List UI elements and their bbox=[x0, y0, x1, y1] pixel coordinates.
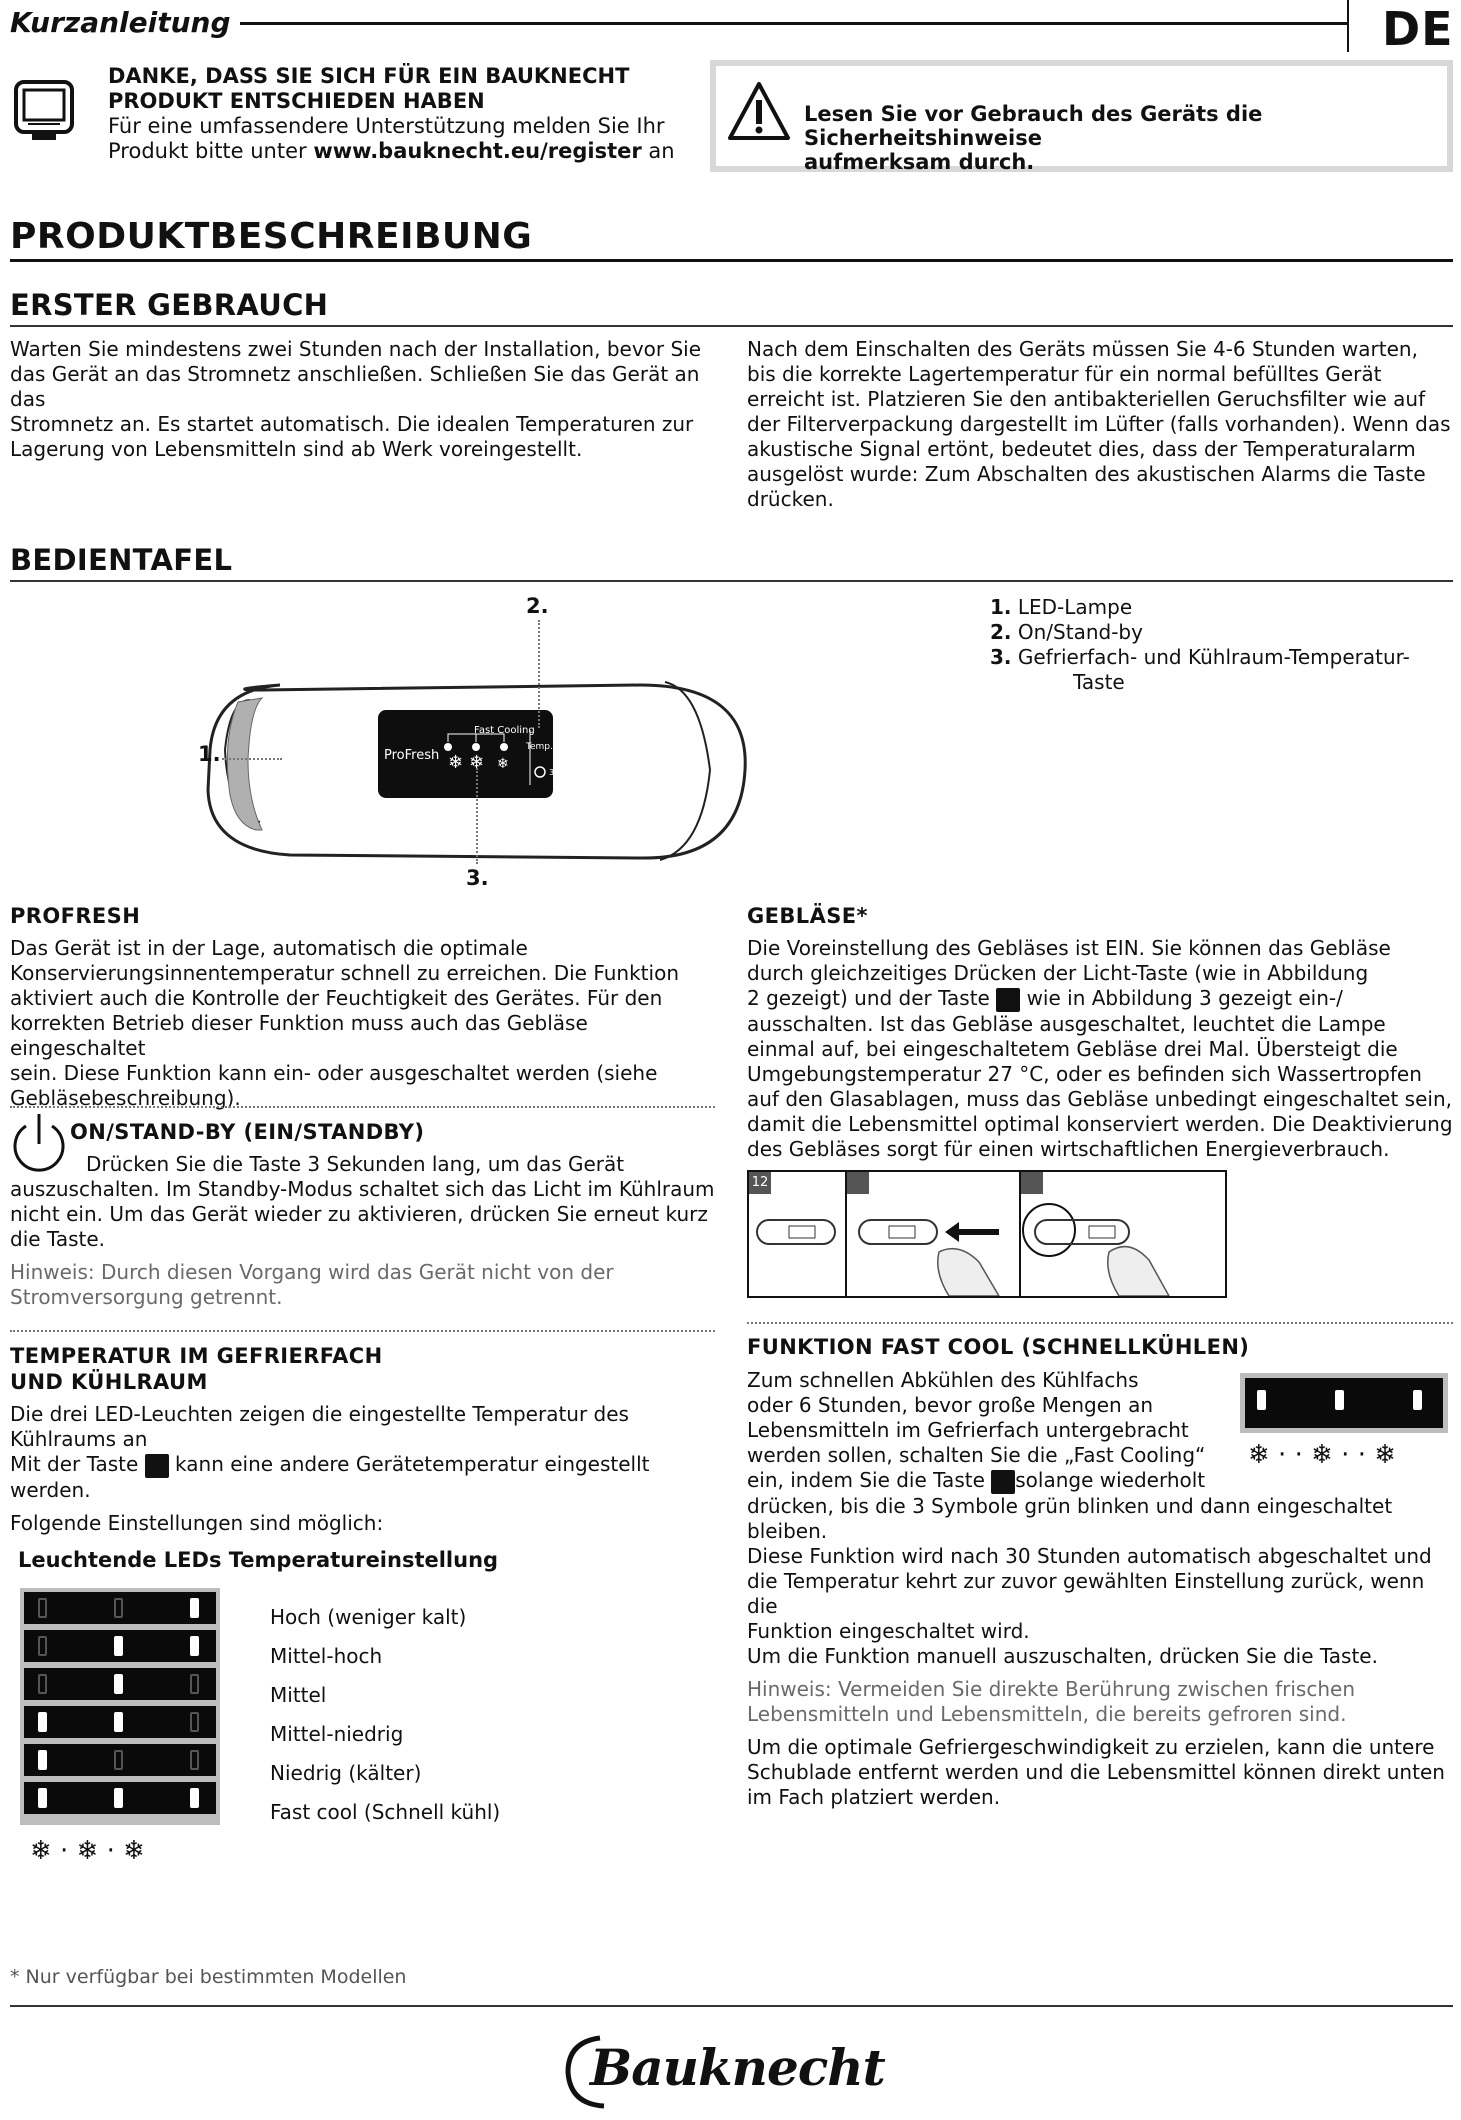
control-panel-illustration bbox=[190, 590, 760, 890]
led-row-mittel-niedrig bbox=[24, 1706, 216, 1738]
led-setting-label: Mittel-hoch bbox=[270, 1644, 383, 1668]
profresh-line: sein. Diese Funktion kann ein- oder ausgeschaltet werden (siehe bbox=[10, 1061, 658, 1085]
led-indicator bbox=[114, 1712, 123, 1732]
geblaese-title: GEBLÄSE* bbox=[747, 904, 868, 928]
fastcool-line: Diese Funktion wird nach 30 Stunden automatisch abgeschaltet und bbox=[747, 1543, 1432, 1568]
profresh-line: aktiviert auch die Kontrolle der Feuchtigkeit des Gerätes. Für den bbox=[10, 986, 663, 1010]
led-indicator bbox=[190, 1750, 199, 1770]
erster-gebrauch-left-line: Lagerung von Lebensmitteln sind ab Werk voreingestellt. bbox=[10, 437, 583, 461]
section-title-bedientafel: BEDIENTAFEL bbox=[10, 543, 233, 577]
temperatur-line: Kühlraums an bbox=[10, 1427, 148, 1451]
intro-heading-line2: PRODUKT ENTSCHIEDEN HABEN bbox=[108, 89, 485, 113]
panel-label-temp: Temp. bbox=[526, 742, 553, 752]
led-indicator bbox=[190, 1636, 199, 1656]
temperatur-line: Die drei LED-Leuchten zeigen die eingestellte Temperatur des bbox=[10, 1402, 629, 1426]
profresh-line: korrekten Betrieb dieser Funktion muss auch das Gebläse eingeschaltet bbox=[10, 1011, 588, 1060]
fastcool-line: drücken, bis die 3 Symbole grün blinken und dann eingeschaltet bbox=[747, 1493, 1393, 1518]
section-rule bbox=[10, 580, 1453, 582]
fastcool-line: Zum schnellen Abkühlen des Kühlfachs bbox=[747, 1368, 1139, 1392]
profresh-line: Konservierungsinnentemperatur schnell zu erreichen. Die Funktion bbox=[10, 961, 679, 985]
led-setting-label: Hoch (weniger kalt) bbox=[270, 1605, 467, 1629]
temperatur-line: Mit der Taste bbox=[10, 1452, 139, 1476]
led-indicator bbox=[114, 1750, 123, 1770]
temperatur-title-line1: TEMPERATUR IM GEFRIERFACH bbox=[10, 1344, 383, 1368]
figure-number: 12 bbox=[749, 1172, 771, 1194]
legend-num: 2. bbox=[990, 620, 1012, 644]
warning-icon bbox=[726, 80, 792, 146]
footnote: * Nur verfügbar bei bestimmten Modellen bbox=[10, 1966, 407, 1988]
fastcool-line: die Temperatur kehrt zur zuvor gewählten Einstellung zurück, wenn die bbox=[747, 1568, 1425, 1618]
erster-gebrauch-right-line: akustische Signal ertönt, bedeutet dies, dass der Temperaturalarm bbox=[747, 437, 1416, 461]
onstandby-note: Hinweis: Durch diesen Vorgang wird das Gerät nicht von der bbox=[10, 1260, 614, 1284]
geblaese-line: damit die Lebensmittel optimal konserviert werden. Die Deaktivierung bbox=[747, 1111, 1453, 1136]
document-title: Kurzanleitung bbox=[10, 6, 231, 39]
svg-text:❄: ❄ bbox=[497, 756, 509, 772]
profresh-title: PROFRESH bbox=[10, 904, 141, 928]
temp-button-icon bbox=[991, 1470, 1015, 1494]
fastcool-end: Schublade entfernt werden und die Lebensmittel können direkt unten bbox=[747, 1759, 1445, 1784]
onstandby-line: Drücken Sie die Taste 3 Sekunden lang, um das Gerät bbox=[86, 1152, 625, 1176]
fastcool-line: oder 6 Stunden, bevor große Mengen an bbox=[747, 1393, 1154, 1417]
section-rule bbox=[10, 259, 1453, 262]
panel-label-profresh: ProFresh bbox=[384, 748, 440, 763]
fastcool-note: Lebensmitteln und Lebensmitteln, die bereits gefroren sind. bbox=[747, 1701, 1347, 1726]
snowflake-icons-row: ❄ · · ❄ · · ❄ bbox=[1248, 1440, 1397, 1470]
profresh-line: Das Gerät ist in der Lage, automatisch die optimale bbox=[10, 936, 528, 960]
geblaese-line: Die Voreinstellung des Gebläses ist EIN. Sie können das Gebläse bbox=[747, 936, 1391, 960]
fastcool-line: solange wiederholt bbox=[1015, 1468, 1206, 1492]
led-indicator bbox=[114, 1598, 123, 1618]
svg-text:❄: ❄ bbox=[469, 752, 485, 773]
geblaese-line: einmal auf, bei eingeschaltetem Gebläse drei Mal. Übersteigt die bbox=[747, 1036, 1398, 1061]
section-rule bbox=[10, 325, 1453, 327]
temp-button-icon bbox=[145, 1454, 169, 1478]
callout-3-line bbox=[476, 768, 478, 864]
onstandby-note: Stromversorgung getrennt. bbox=[10, 1285, 283, 1309]
led-indicator bbox=[190, 1712, 199, 1732]
led-indicator bbox=[38, 1712, 47, 1732]
geblaese-line: ausschalten. Ist das Gebläse ausgeschaltet, leuchtet die Lampe bbox=[747, 1011, 1386, 1036]
temperatur-title-line2: UND KÜHLRAUM bbox=[10, 1370, 208, 1394]
erster-gebrauch-right-line: Nach dem Einschalten des Geräts müssen Sie 4-6 Stunden warten, bbox=[747, 337, 1418, 361]
led-row-mittel-hoch bbox=[24, 1630, 216, 1662]
dotted-separator bbox=[747, 1322, 1453, 1324]
temperatur-line: kann eine andere Gerätetemperatur eingestellt bbox=[175, 1452, 650, 1476]
warning-text-line1: Lesen Sie vor Gebrauch des Geräts die Sicherheitshinweise bbox=[804, 102, 1263, 150]
geblaese-line: des Gebläses sorgt für einen wirtschaftlichen Energieverbrauch. bbox=[747, 1136, 1390, 1161]
fastcool-line: ein, indem Sie die Taste bbox=[747, 1468, 985, 1492]
led-indicator bbox=[114, 1636, 123, 1656]
led-settings-table bbox=[20, 1588, 220, 1825]
led-indicator bbox=[38, 1636, 47, 1656]
led-indicator bbox=[114, 1674, 123, 1694]
legend-num: 3. bbox=[990, 645, 1012, 669]
snowflake-icons-row: ❄ · ❄ · ❄ bbox=[30, 1836, 145, 1866]
geblaese-line: durch gleichzeitiges Drücken der Licht-Taste (wie in Abbildung bbox=[747, 961, 1369, 985]
led-setting-label: Mittel bbox=[270, 1683, 327, 1707]
legend-num: 1. bbox=[990, 595, 1012, 619]
fastcool-end: im Fach platziert werden. bbox=[747, 1784, 1001, 1809]
intro-heading-line1: DANKE, DASS SIE SICH FÜR EIN BAUKNECHT bbox=[108, 64, 630, 88]
register-link[interactable]: www.bauknecht.eu/register bbox=[313, 139, 642, 163]
fastcool-line: werden sollen, schalten Sie die „Fast Cooling“ bbox=[747, 1443, 1206, 1467]
led-indicator bbox=[1257, 1390, 1266, 1410]
fastcool-line: Um die Funktion manuell auszuschalten, drücken Sie die Taste. bbox=[747, 1643, 1378, 1668]
onstandby-line: auszuschalten. Im Standby-Modus schaltet sich das Licht im Kühlraum bbox=[10, 1177, 715, 1201]
erster-gebrauch-right-line: erreicht ist. Platzieren Sie den antibakteriellen Geruchsfilter wie auf bbox=[747, 387, 1426, 411]
geblaese-line: Umgebungstemperatur 27 °C, oder es befinden sich Wassertropfen bbox=[747, 1061, 1422, 1086]
monitor-icon bbox=[14, 78, 56, 136]
led-indicator bbox=[38, 1750, 47, 1770]
erster-gebrauch-right-line: ausgelöst wurde: Zum Abschalten des akustischen Alarms die Taste bbox=[747, 462, 1426, 486]
led-indicator bbox=[38, 1674, 47, 1694]
intro-text-line4: Produkt bitte unter bbox=[108, 139, 314, 163]
header-rule bbox=[240, 22, 1348, 25]
panel-label-fast-cooling: Fast Cooling bbox=[474, 725, 535, 736]
erster-gebrauch-right-line: der Filterverpackung dargestellt im Lüfter (falls vorhanden). Wenn das bbox=[747, 412, 1451, 436]
led-setting-label: Mittel-niedrig bbox=[270, 1722, 404, 1746]
led-setting-label: Fast cool (Schnell kühl) bbox=[270, 1800, 501, 1824]
led-indicator bbox=[38, 1598, 47, 1618]
warning-text-line2: aufmerksam durch. bbox=[804, 150, 1035, 174]
fastcool-title: FUNKTION FAST COOL (SCHNELLKÜHLEN) bbox=[747, 1335, 1250, 1359]
legend-led-lamp: LED-Lampe bbox=[1017, 595, 1133, 619]
callout-1: 1. bbox=[198, 742, 221, 766]
header-divider bbox=[1347, 0, 1349, 52]
callout-2-line bbox=[538, 620, 540, 728]
safety-warning-box bbox=[710, 60, 1453, 172]
legend-temp-button: Gefrierfach- und Kühlraum-Temperatur- bbox=[1017, 645, 1410, 669]
fastcool-led-display bbox=[1240, 1373, 1448, 1433]
led-indicator bbox=[190, 1598, 199, 1618]
dotted-separator bbox=[10, 1330, 715, 1332]
led-indicator bbox=[190, 1674, 199, 1694]
fastcool-line: Funktion eingeschaltet wird. bbox=[747, 1618, 1030, 1643]
erster-gebrauch-left-line: das Gerät an das Stromnetz anschließen. Schließen Sie das Gerät an das bbox=[10, 362, 700, 411]
fastcool-line: bleiben. bbox=[747, 1518, 828, 1543]
geblaese-line: auf den Glasablagen, muss das Gebläse unbedingt eingeschaltet sein, bbox=[747, 1086, 1452, 1111]
intro-text-line4-end: an bbox=[641, 139, 675, 163]
section-title-produktbeschreibung: PRODUKTBESCHREIBUNG bbox=[10, 216, 533, 257]
led-indicator bbox=[38, 1788, 47, 1808]
erster-gebrauch-right-line: drücken. bbox=[747, 487, 834, 511]
fridge-panel-sequence-icon bbox=[749, 1172, 1225, 1296]
legend-temp-button-cont: Taste bbox=[1073, 670, 1125, 694]
section-title-erster-gebrauch: ERSTER GEBRAUCH bbox=[10, 288, 329, 322]
intro-text-line3: Für eine umfassendere Unterstützung melden Sie Ihr bbox=[108, 114, 665, 138]
geblaese-figure bbox=[747, 1170, 1227, 1298]
led-row-fast-cool bbox=[24, 1782, 216, 1814]
onstandby-title: ON/STAND-BY (EIN/STANDBY) bbox=[70, 1120, 425, 1144]
svg-text:❄: ❄ bbox=[448, 752, 464, 773]
dotted-separator bbox=[10, 1106, 715, 1108]
led-indicator bbox=[190, 1788, 199, 1808]
geblaese-line: wie in Abbildung 3 gezeigt ein-/ bbox=[1026, 986, 1343, 1010]
led-indicator bbox=[1335, 1390, 1344, 1410]
panel-label-3sec: 3 sec bbox=[549, 768, 571, 777]
bauknecht-logo bbox=[562, 2030, 902, 2110]
erster-gebrauch-left-line: Stromnetz an. Es startet automatisch. Die idealen Temperaturen zur bbox=[10, 412, 694, 436]
geblaese-line: 2 gezeigt) und der Taste bbox=[747, 986, 990, 1010]
led-indicator bbox=[114, 1788, 123, 1808]
led-row-hoch bbox=[24, 1592, 216, 1624]
callout-2: 2. bbox=[526, 594, 549, 618]
led-setting-label: Niedrig (kälter) bbox=[270, 1761, 422, 1785]
profresh-line: Gebläsebeschreibung). bbox=[10, 1086, 241, 1110]
fastcool-line: Lebensmitteln im Gefrierfach untergebracht bbox=[747, 1418, 1189, 1442]
fastcool-end: Um die optimale Gefriergeschwindigkeit zu erzielen, kann die untere bbox=[747, 1734, 1435, 1759]
fastcool-note: Hinweis: Vermeiden Sie direkte Berührung zwischen frischen bbox=[747, 1676, 1355, 1701]
legend-on-standby: On/Stand-by bbox=[1017, 620, 1143, 644]
brand-name: Bauknecht bbox=[590, 2038, 885, 2097]
onstandby-line: nicht ein. Um das Gerät wieder zu aktivieren, drücken Sie erneut kurz bbox=[10, 1202, 708, 1226]
language-code: DE bbox=[1382, 2, 1454, 56]
led-table-header: Leuchtende LEDs Temperatureinstellung bbox=[18, 1548, 499, 1572]
temperatur-line: werden. bbox=[10, 1477, 91, 1502]
erster-gebrauch-right-line: bis die korrekte Lagertemperatur für ein normal befülltes Gerät bbox=[747, 362, 1382, 386]
onstandby-line: die Taste. bbox=[10, 1227, 105, 1251]
led-indicator bbox=[1413, 1390, 1422, 1410]
led-row-mittel bbox=[24, 1668, 216, 1700]
temp-button-icon bbox=[996, 988, 1020, 1012]
callout-3: 3. bbox=[466, 866, 489, 890]
led-row-niedrig bbox=[24, 1744, 216, 1776]
callout-1-line bbox=[222, 758, 282, 760]
erster-gebrauch-left-line: Warten Sie mindestens zwei Stunden nach der Installation, bevor Sie bbox=[10, 337, 702, 361]
footer-rule bbox=[10, 2005, 1453, 2007]
temperatur-line: Folgende Einstellungen sind möglich: bbox=[10, 1510, 384, 1535]
